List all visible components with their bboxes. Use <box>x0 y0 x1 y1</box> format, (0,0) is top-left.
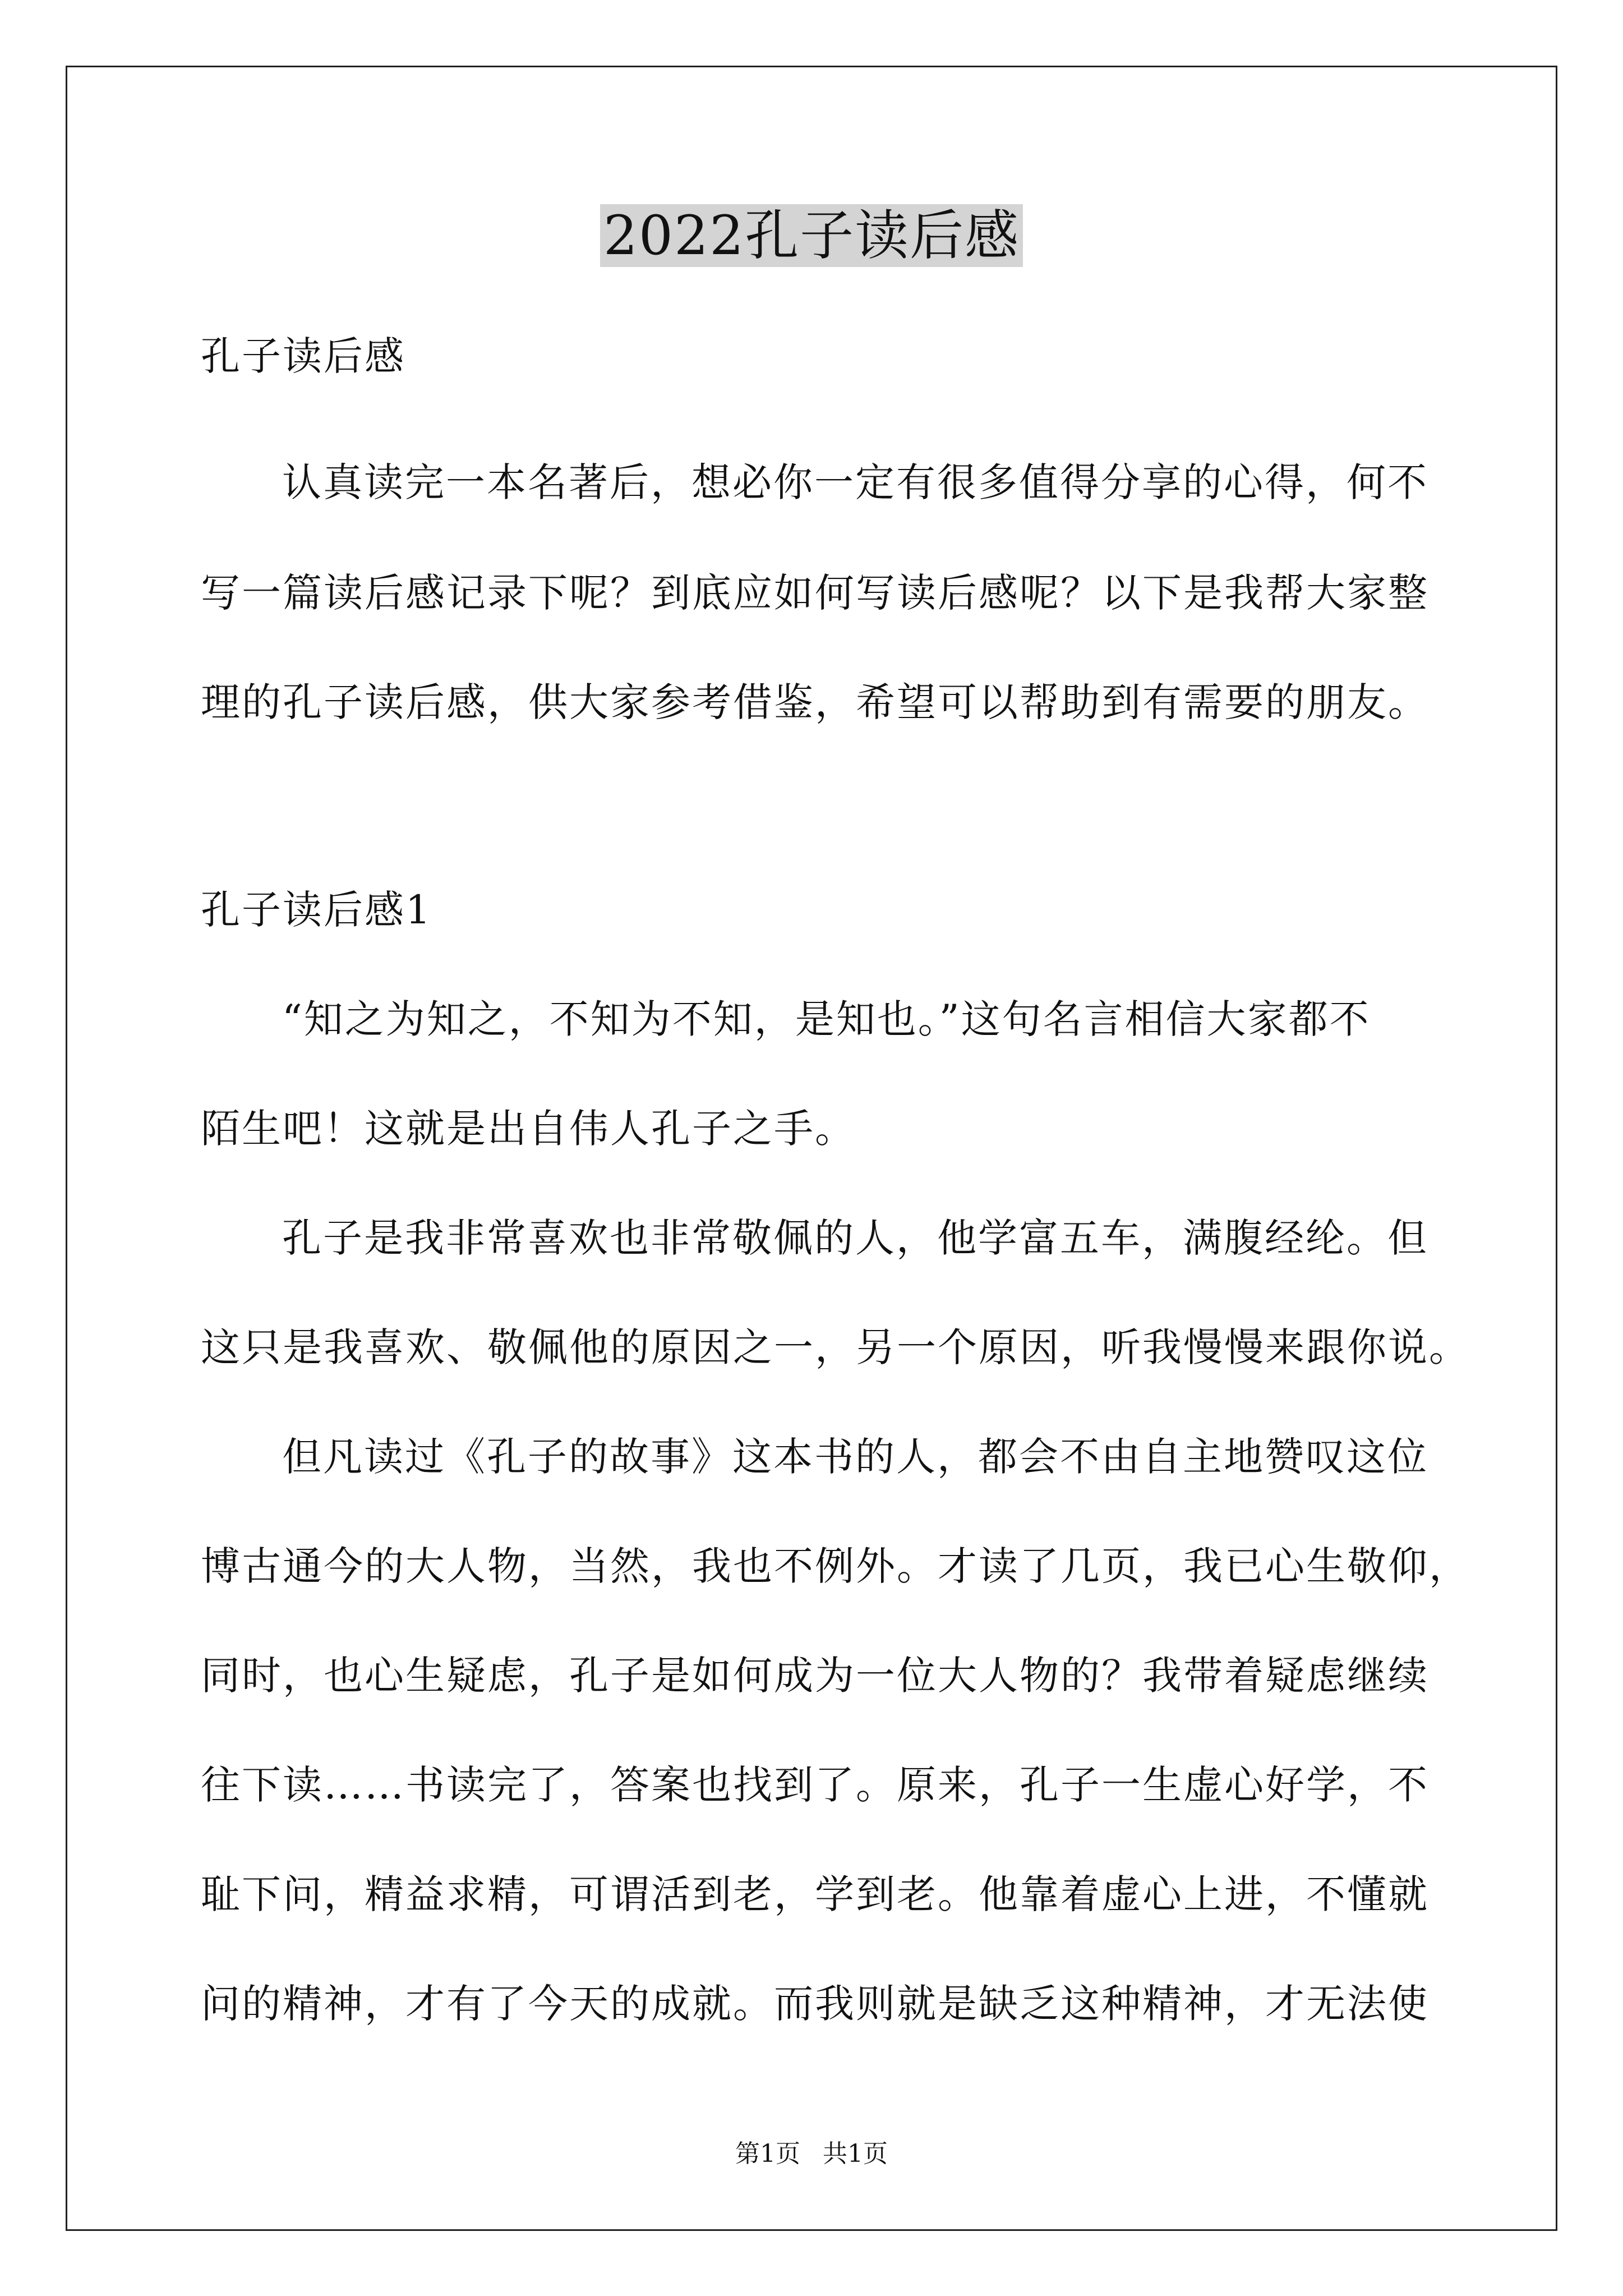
page-total: 共1页 <box>823 2139 888 2168</box>
text-line: 问的精神，才有了今天的成就。而我则就是缺乏这种精神，才无法使 <box>201 1981 1429 2027</box>
page-number: 第1页 <box>735 2139 800 2168</box>
text-line: 同时，也心生疑虑，孔子是如何成为一位大人物的？我带着疑虑继续 <box>201 1653 1429 1699</box>
document-title-text: 2022孔子读后感 <box>600 204 1023 267</box>
text-line: “知之为知之，不知为不知，是知也。”这句名言相信大家都不 <box>282 996 1371 1042</box>
text-line: 这只是我喜欢、敬佩他的原因之一，另一个原因，听我慢慢来跟你说。 <box>201 1324 1470 1370</box>
text-line: 陌生吧！这就是出自伟人孔子之手。 <box>201 1106 856 1152</box>
text-line: 孔子是我非常喜欢也非常敬佩的人，他学富五车，满腹经纶。但 <box>282 1215 1428 1261</box>
text-line: 耻下问，精益求精，可谓活到老，学到老。他靠着虚心上进，不懂就 <box>201 1871 1429 1917</box>
intro-heading: 孔子读后感 <box>201 333 405 379</box>
document-title <box>0 194 1623 278</box>
text-line: 往下读……书读完了，答案也找到了。原来，孔子一生虚心好学，不 <box>201 1762 1429 1808</box>
text-line: 写一篇读后感记录下呢？到底应如何写读后感呢？以下是我帮大家整 <box>201 570 1429 616</box>
text-line: 博古通今的大人物，当然，我也不例外。才读了几页，我已心生敬仰， <box>201 1543 1470 1589</box>
text-line: 理的孔子读后感，供大家参考借鉴，希望可以帮助到有需要的朋友。 <box>201 679 1429 725</box>
page-footer <box>0 2137 1623 2171</box>
section-heading: 孔子读后感1 <box>201 887 432 933</box>
text-line: 但凡读过《孔子的故事》这本书的人，都会不由自主地赞叹这位 <box>282 1434 1428 1480</box>
text-line: 认真读完一本名著后，想必你一定有很多值得分享的心得，何不 <box>282 459 1428 505</box>
